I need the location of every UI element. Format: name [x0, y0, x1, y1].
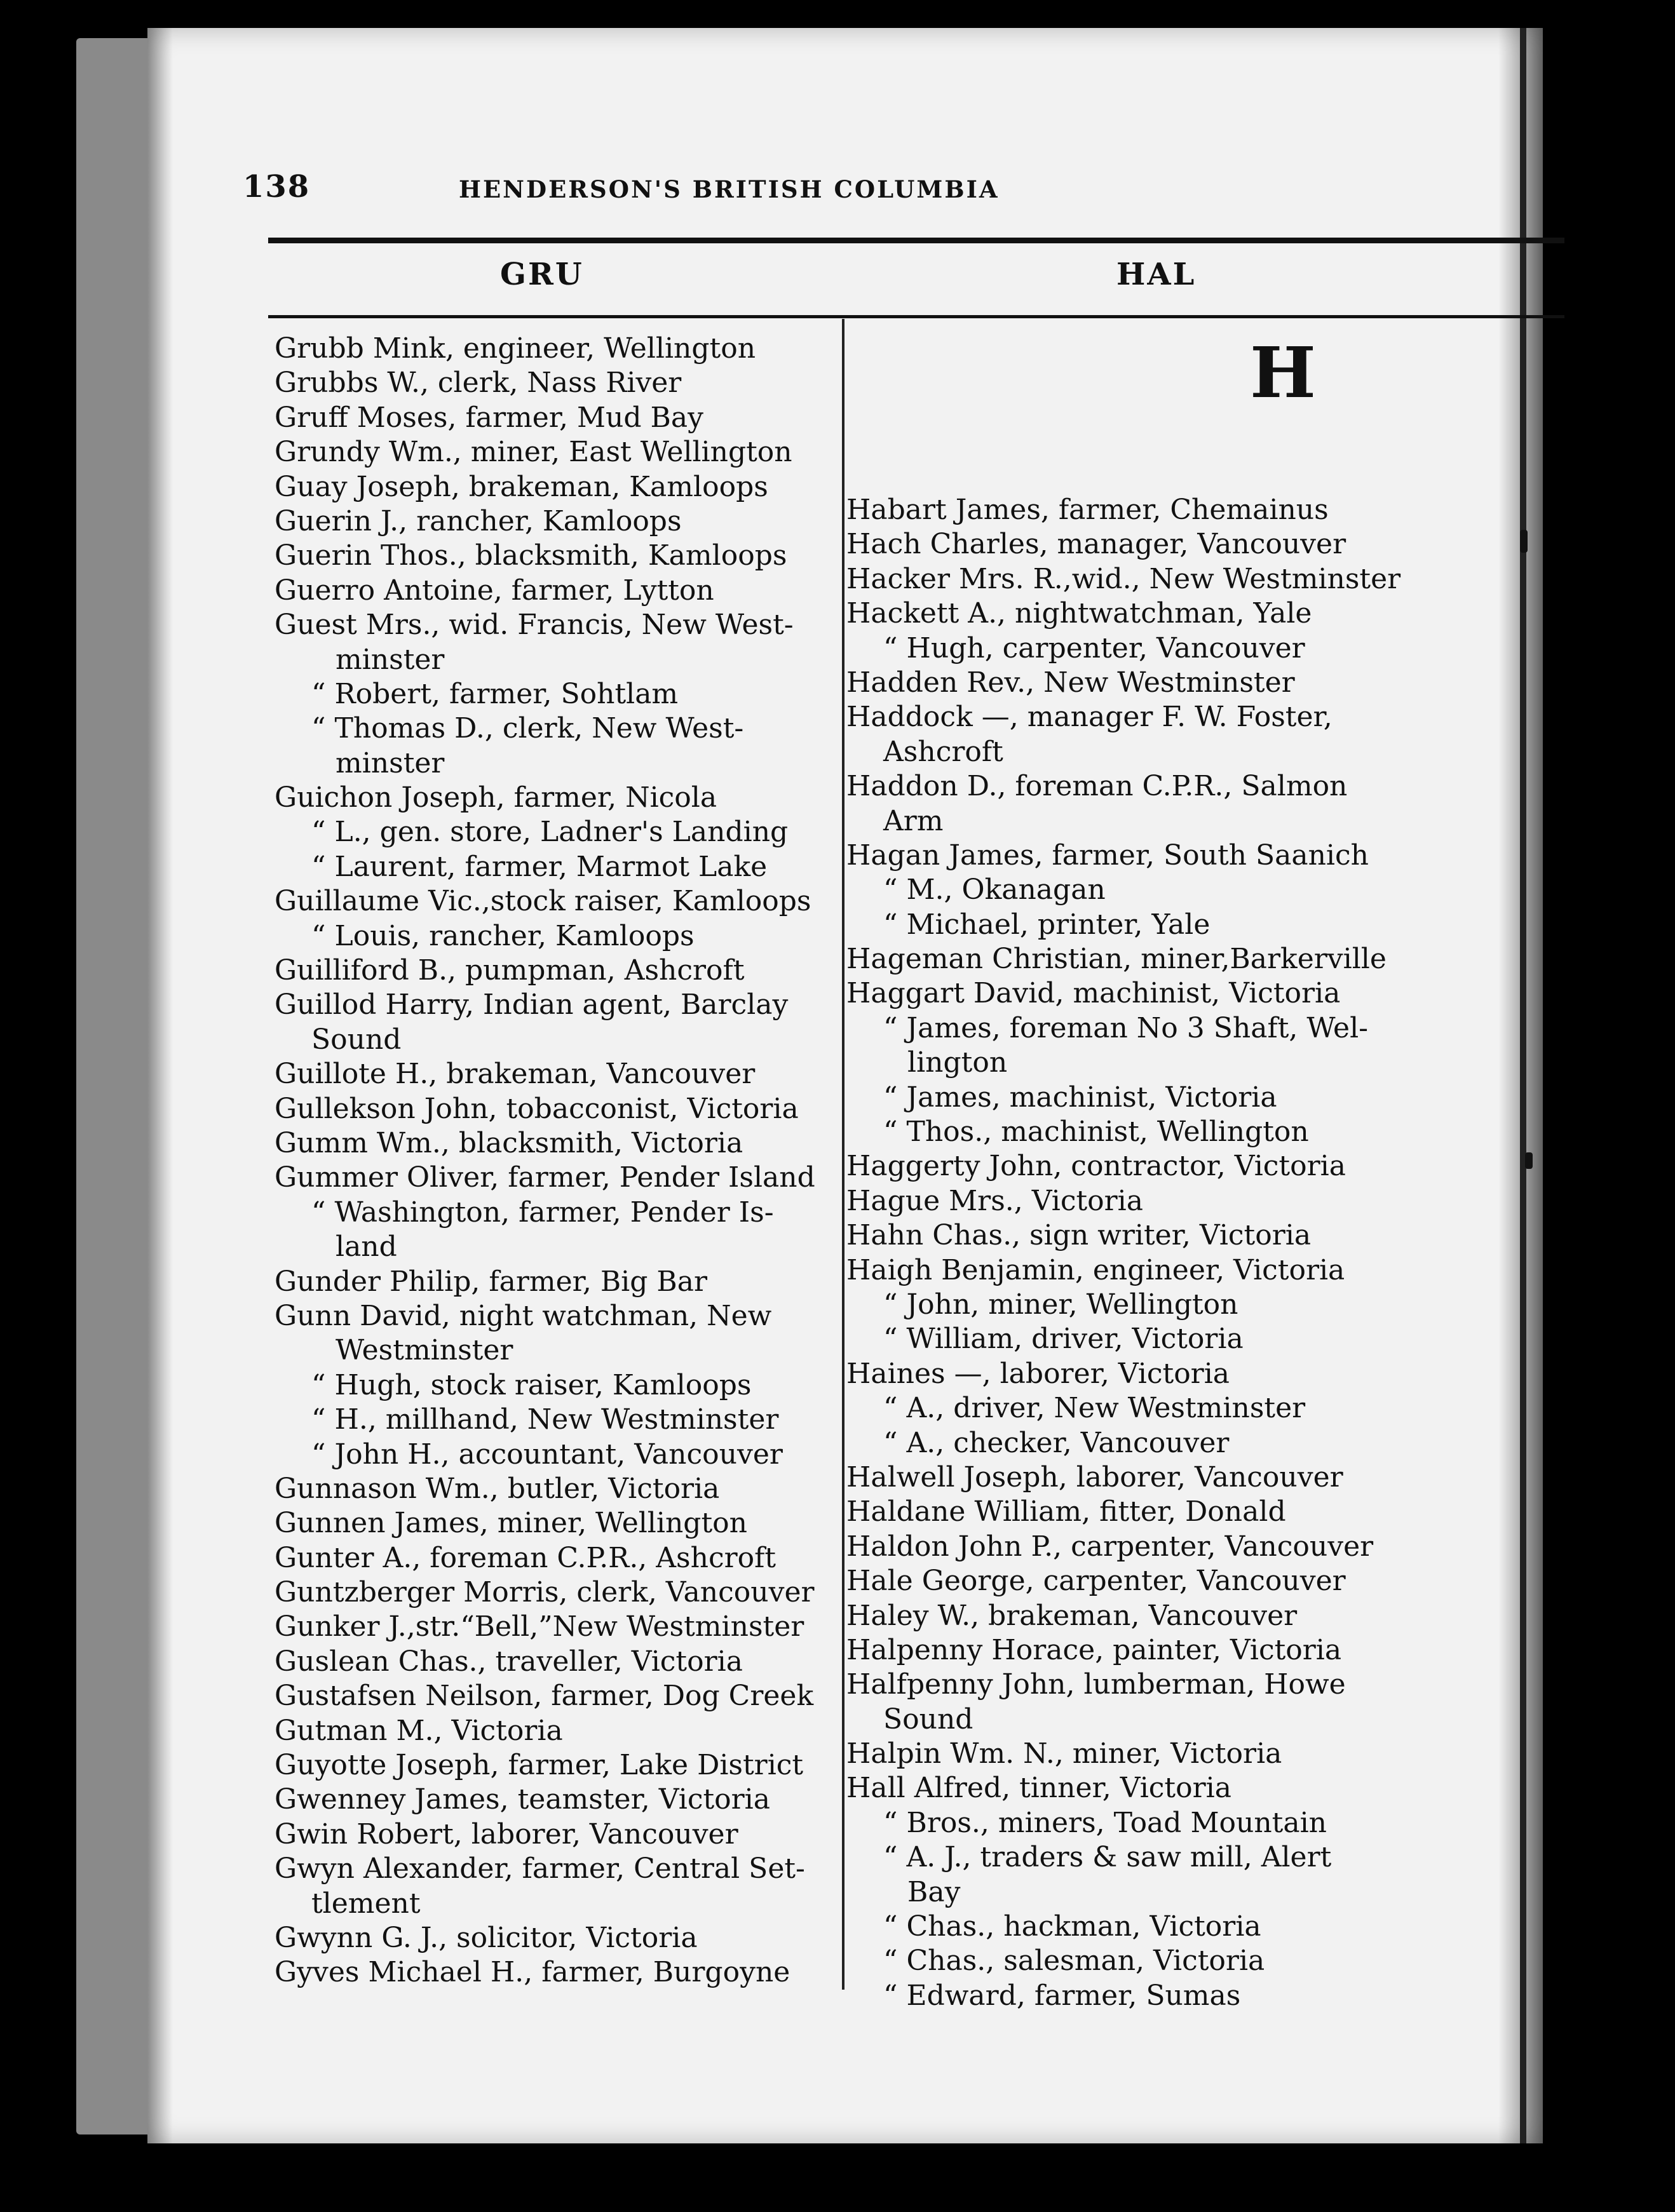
left-guide-word: GRU	[500, 257, 584, 292]
section-letter: H	[1250, 332, 1316, 414]
entry-line: Guillote H., brakeman, Vancouver	[275, 1058, 756, 1091]
entry-line: “ H., millhand, New Westminster	[311, 1403, 779, 1436]
entry-line: “ John H., accountant, Vancouver	[311, 1438, 783, 1471]
right-column	[846, 332, 1444, 2013]
entry-line: Guerin Thos., blacksmith, Kamloops	[275, 539, 787, 572]
entry-line: “ Thomas D., clerk, New West-	[311, 712, 744, 745]
entry-line: “ Chas., hackman, Victoria	[883, 1910, 1261, 1943]
guide-word-rule	[268, 315, 1564, 318]
entry-line: “ A. J., traders & saw mill, Alert	[883, 1841, 1332, 1874]
entry-line: “ Michael, printer, Yale	[883, 908, 1210, 941]
entry-line: Halpenny Horace, painter, Victoria	[846, 1633, 1342, 1666]
entry-line: “ John, miner, Wellington	[883, 1288, 1238, 1321]
entry-line: Guslean Chas., traveller, Victoria	[275, 1645, 743, 1678]
entry-line: Halpin Wm. N., miner, Victoria	[846, 1737, 1282, 1770]
entry-line: Hacker Mrs. R.,wid., New Westminster	[846, 562, 1401, 595]
entry-line: Hach Charles, manager, Vancouver	[846, 528, 1346, 561]
directory-page	[147, 28, 1543, 2143]
entry-line: Hagan James, farmer, South Saanich	[846, 839, 1369, 872]
entry-line: Gummer Oliver, farmer, Pender Island	[275, 1161, 815, 1194]
entry-line: Grubbs W., clerk, Nass River	[275, 367, 682, 400]
entry-line: “ A., driver, New Westminster	[883, 1392, 1306, 1425]
entry-line: “ William, driver, Victoria	[883, 1323, 1244, 1356]
entry-line: Haldon John P., carpenter, Vancouver	[846, 1530, 1374, 1563]
entry-line: Haddon D., foreman C.P.R., Salmon	[846, 770, 1348, 803]
entry-line: Guntzberger Morris, clerk, Vancouver	[275, 1576, 815, 1609]
entry-line: Hague Mrs., Victoria	[846, 1184, 1143, 1217]
entry-line: “ Chas., salesman, Victoria	[883, 1945, 1265, 1978]
entry-line: “ James, machinist, Victoria	[883, 1081, 1277, 1114]
entry-line: Gwynn G. J., solicitor, Victoria	[275, 1921, 698, 1954]
section-heading	[846, 332, 1444, 493]
entry-line: Halfpenny John, lumberman, Howe	[846, 1668, 1346, 1701]
entry-line: Gunder Philip, farmer, Big Bar	[275, 1265, 707, 1298]
entry-continuation: Sound	[311, 1023, 402, 1056]
entry-line: “ Laurent, farmer, Marmot Lake	[311, 850, 768, 883]
entry-line: Hall Alfred, tinner, Victoria	[846, 1772, 1231, 1805]
entry-line: “ Hugh, stock raiser, Kamloops	[311, 1368, 752, 1401]
entry-line: “ M., Okanagan	[883, 873, 1106, 907]
entry-line: Haldane William, fitter, Donald	[846, 1495, 1286, 1528]
entry-line: Hackett A., nightwatchman, Yale	[846, 597, 1312, 630]
entry-continuation: Ashcroft	[883, 735, 1003, 768]
entry-line: “ L., gen. store, Ladner's Landing	[311, 816, 789, 849]
entry-line: Gruff Moses, farmer, Mud Bay	[275, 401, 703, 434]
entry-line: “ Robert, farmer, Sohtlam	[311, 677, 679, 710]
column-divider	[842, 319, 844, 1990]
entry-line: Gumm Wm., blacksmith, Victoria	[275, 1126, 743, 1159]
entry-line: Haines —, laborer, Victoria	[846, 1357, 1230, 1390]
entry-continuation: Westminster	[336, 1334, 513, 1367]
entry-line: Grubb Mink, engineer, Wellington	[275, 332, 756, 365]
entry-line: “ Thos., machinist, Wellington	[883, 1116, 1309, 1149]
entry-line: Gunnason Wm., butler, Victoria	[275, 1472, 720, 1505]
entry-line: Guilliford B., pumpman, Ashcroft	[275, 954, 745, 987]
entry-line: Gunker J.,str.“Bell,”New Westminster	[275, 1610, 804, 1643]
entry-line: Hageman Christian, miner,Barkerville	[846, 943, 1387, 976]
right-guide-word: HAL	[1116, 257, 1197, 292]
page-edge	[1520, 28, 1526, 2143]
entry-line: “ Bros., miners, Toad Mountain	[883, 1806, 1327, 1839]
entry-line: Haley W., brakeman, Vancouver	[846, 1599, 1298, 1632]
entry-line: Gyves Michael H., farmer, Burgoyne	[275, 1956, 790, 1989]
entry-line: Gunter A., foreman C.P.R., Ashcroft	[275, 1541, 776, 1574]
entry-line: Hale George, carpenter, Vancouver	[846, 1565, 1346, 1598]
entry-line: Habart James, farmer, Chemainus	[846, 494, 1329, 526]
entry-line: Guay Joseph, brakeman, Kamloops	[275, 470, 768, 503]
entry-line: Guillaume Vic.,stock raiser, Kamloops	[275, 885, 811, 918]
entry-continuation: Sound	[883, 1703, 973, 1736]
entry-line: Guichon Joseph, farmer, Nicola	[275, 781, 717, 814]
entry-line: Halwell Joseph, laborer, Vancouver	[846, 1460, 1343, 1494]
entry-line: Guillod Harry, Indian agent, Barclay	[275, 988, 789, 1022]
header-rule	[268, 238, 1564, 243]
entry-line: Guest Mrs., wid. Francis, New West-	[275, 609, 794, 642]
entry-line: Gwin Robert, laborer, Vancouver	[275, 1817, 738, 1851]
entry-line: Gutman M., Victoria	[275, 1714, 563, 1747]
left-margin-shade	[147, 28, 173, 2143]
entry-line: Guerin J., rancher, Kamloops	[275, 504, 682, 537]
entry-line: Gustafsen Neilson, farmer, Dog Creek	[275, 1680, 814, 1713]
publication-title: HENDERSON'S BRITISH COLUMBIA	[459, 175, 1000, 203]
entry-line: “ A., checker, Vancouver	[883, 1426, 1230, 1459]
entry-line: “ Edward, farmer, Sumas	[883, 1979, 1241, 2012]
entry-line: “ James, foreman No 3 Shaft, Wel-	[883, 1011, 1369, 1044]
entry-line: “ Louis, rancher, Kamloops	[311, 919, 695, 952]
entry-line: Haigh Benjamin, engineer, Victoria	[846, 1253, 1345, 1286]
entry-line: Hadden Rev., New Westminster	[846, 666, 1295, 699]
entry-continuation: land	[336, 1231, 397, 1264]
entry-line: “ Hugh, carpenter, Vancouver	[883, 631, 1305, 664]
left-column	[275, 332, 827, 1990]
entry-line: Gwyn Alexander, farmer, Central Set-	[275, 1852, 805, 1885]
entry-continuation: lington	[907, 1046, 1008, 1079]
page-number: 138	[243, 169, 311, 205]
entry-continuation: minster	[336, 746, 445, 779]
entry-line: Gwenney James, teamster, Victoria	[275, 1783, 770, 1816]
entry-line: Haddock —, manager F. W. Foster,	[846, 701, 1333, 734]
running-head	[243, 166, 1450, 217]
entry-line: Haggerty John, contractor, Victoria	[846, 1150, 1346, 1183]
entry-continuation: minster	[336, 643, 445, 676]
edge-mark	[1520, 530, 1528, 553]
entry-line: Gullekson John, tobacconist, Victoria	[275, 1092, 799, 1125]
entry-continuation: Bay	[907, 1875, 961, 1908]
entry-continuation: Arm	[883, 804, 944, 837]
entry-line: Guyotte Joseph, farmer, Lake District	[275, 1749, 804, 1782]
entry-line: Hahn Chas., sign writer, Victoria	[846, 1219, 1312, 1252]
entry-line: Grundy Wm., miner, East Wellington	[275, 436, 792, 469]
entry-line: Gunnen James, miner, Wellington	[275, 1507, 747, 1540]
edge-mark	[1525, 1152, 1533, 1169]
entry-line: Haggart David, machinist, Victoria	[846, 977, 1341, 1010]
entry-line: Guerro Antoine, farmer, Lytton	[275, 574, 714, 607]
entry-continuation: tlement	[311, 1887, 421, 1920]
entry-line: Gunn David, night watchman, New	[275, 1299, 772, 1332]
entry-line: “ Washington, farmer, Pender Is-	[311, 1196, 774, 1229]
